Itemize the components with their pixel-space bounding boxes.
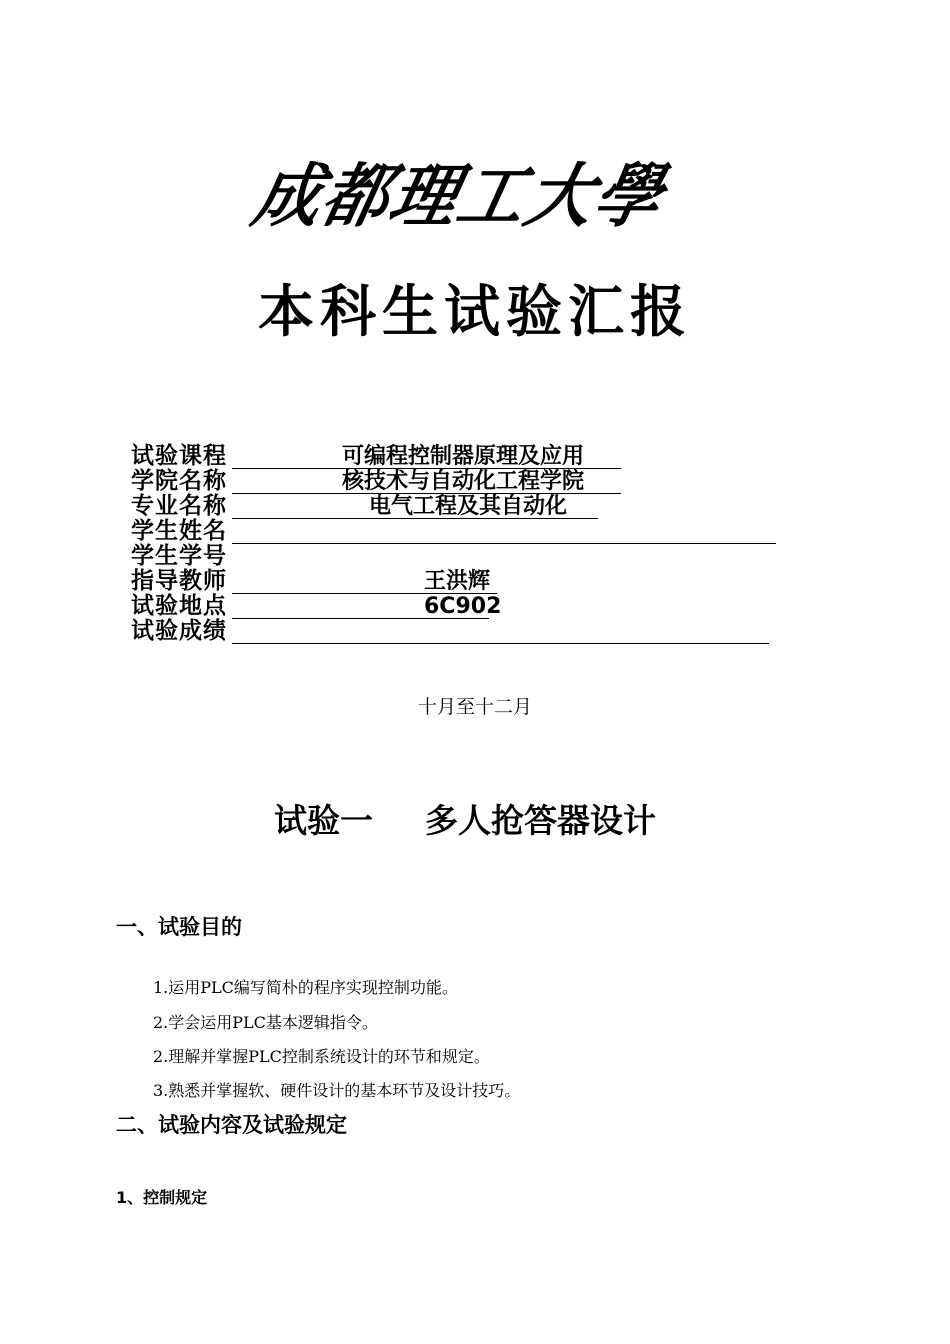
form-row-location	[131, 594, 631, 619]
form-value: 可编程控制器原理及应用	[342, 444, 585, 469]
experiment-title	[274, 795, 656, 842]
section-heading-content: 二、试验内容及试验规定	[116, 1113, 347, 1137]
form-row-school	[131, 469, 631, 494]
form-label: 学院名称	[131, 468, 227, 494]
objective-item: 2.理解并掌握PLC控制系统设计的环节和规定。	[153, 1047, 490, 1066]
subsection-heading-control: 1、控制规定	[116, 1188, 208, 1207]
form-underline	[232, 643, 769, 644]
form-row-student-id	[131, 544, 631, 569]
form-label: 专业名称	[131, 493, 227, 519]
form-value: 电气工程及其自动化	[369, 494, 568, 519]
university-logo: 成都理工大學	[246, 155, 672, 237]
form-label: 指导教师	[131, 568, 227, 594]
form-value: 6C902	[424, 594, 502, 619]
form-label: 学生学号	[131, 543, 227, 569]
section-heading-objectives: 一、试验目的	[116, 915, 242, 939]
form-row-instructor	[131, 569, 631, 594]
form-row-student-name	[131, 519, 781, 544]
form-row-grade	[131, 619, 781, 644]
form-value: 王洪辉	[424, 569, 491, 594]
experiment-name: 多人抢答器设计	[425, 801, 656, 840]
report-title: 本科生试验汇报	[258, 280, 692, 345]
experiment-number: 试验一	[274, 801, 373, 840]
form-row-major	[131, 494, 631, 519]
form-label: 试验课程	[131, 443, 227, 469]
form-label: 试验地点	[131, 593, 227, 619]
report-period: 十月至十二月	[417, 696, 532, 718]
objective-item: 2.学会运用PLC基本逻辑指令。	[153, 1013, 378, 1032]
form-label: 试验成绩	[131, 618, 227, 644]
objective-item: 3.熟悉并掌握软、硬件设计的基本环节及设计技巧。	[153, 1081, 521, 1100]
form-value: 核技术与自动化工程学院	[342, 469, 585, 494]
objective-item: 1.运用PLC编写简朴的程序实现控制功能。	[153, 978, 458, 997]
form-label: 学生姓名	[131, 518, 227, 544]
form-row-course	[131, 444, 631, 469]
